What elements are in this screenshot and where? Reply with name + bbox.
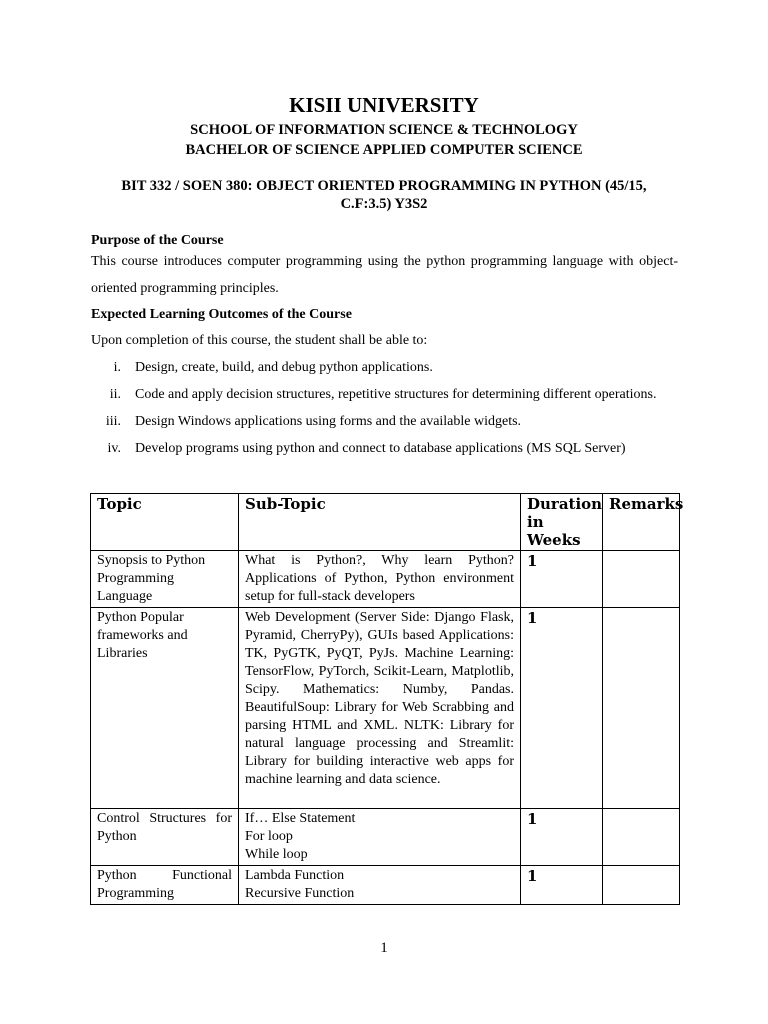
table-row <box>91 866 680 905</box>
list-item-text: Code and apply decision structures, repetitive structures for determining different operations. <box>135 387 657 402</box>
remarks-cell <box>603 551 680 608</box>
list-item-number: iii. <box>105 414 121 429</box>
page-number: 1 <box>380 940 388 956</box>
subtopic-line: For loop <box>245 829 293 844</box>
topic-cell: Control Structures for Python <box>91 809 239 866</box>
program-title: BACHELOR OF SCIENCE APPLIED COMPUTER SCIENCE <box>185 142 583 158</box>
list-item <box>91 354 678 381</box>
subtopic-line: Recursive Function <box>245 886 355 901</box>
course-title <box>0 177 768 213</box>
purpose-text: This course introduces computer programming using the python programming language with object-oriented programming principles. <box>91 254 678 296</box>
list-item-text: Develop programs using python and connect to database applications (MS SQL Server) <box>135 441 626 456</box>
list-item <box>91 408 678 435</box>
header-subtopic: Sub-Topic <box>239 494 521 551</box>
outcomes-intro: Upon completion of this course, the student shall be able to: <box>91 333 428 348</box>
topic-cell: Python Functional Programming <box>91 866 239 905</box>
course-title-line-1: BIT 332 / SOEN 380: OBJECT ORIENTED PROGRAMMING IN PYTHON (45/15, <box>121 178 647 194</box>
list-item <box>91 435 678 462</box>
topic-cell: Python Popular frameworks and Libraries <box>91 608 239 809</box>
school-title: SCHOOL OF INFORMATION SCIENCE & TECHNOLOGY <box>190 122 578 138</box>
subtopic-cell: What is Python?, Why learn Python? Applications of Python, Python environment setup for full-stack developers <box>239 551 521 608</box>
table-header-row <box>91 494 680 551</box>
list-item-number: iv. <box>107 441 121 456</box>
remarks-cell <box>603 809 680 866</box>
subtopic-cell <box>239 809 521 866</box>
header-topic: Topic <box>91 494 239 551</box>
duration-cell: 1 <box>521 551 603 608</box>
table-row <box>91 809 680 866</box>
topic-cell: Synopsis to Python Programming Language <box>91 551 239 608</box>
list-item <box>91 381 678 408</box>
subtopic-line: If… Else Statement <box>245 811 356 826</box>
table-row <box>91 551 680 608</box>
course-title-line-2: C.F:3.5) Y3S2 <box>340 196 428 212</box>
subtopic-cell: Web Development (Server Side: Django Flask, Pyramid, CherryPy), GUIs based Applications: TK, PyGTK, PyQT, PyJs. Machine Learning: TensorFlow, PyTorch, Scikit-Learn, Matplotlib, Scipy. Mathematics: Numby, Pandas. BeautifulSoup: Library for Web Scrabbing and parsing HTML and XML. NLTK: Library for natural language processing and Streamlit: Library for building interactive web apps for machine learning and data science. <box>239 608 521 809</box>
header-duration: Duration in Weeks <box>521 494 603 551</box>
remarks-cell <box>603 866 680 905</box>
outcomes-list <box>91 354 678 462</box>
list-item-number: ii. <box>109 387 121 402</box>
list-item-number: i. <box>113 360 121 375</box>
course-topics-table <box>90 493 684 905</box>
purpose-heading: Purpose of the Course <box>91 233 224 248</box>
subtopic-line: Lambda Function <box>245 868 345 883</box>
remarks-cell <box>603 608 680 809</box>
subtopic-line: While loop <box>245 847 308 862</box>
list-item-text: Design, create, build, and debug python applications. <box>135 360 433 375</box>
table-row <box>91 608 680 809</box>
duration-cell: 1 <box>521 866 603 905</box>
header-remarks: Remarks <box>603 494 680 551</box>
university-title: KISII UNIVERSITY <box>289 93 479 117</box>
duration-cell: 1 <box>521 809 603 866</box>
duration-cell: 1 <box>521 608 603 809</box>
list-item-text: Design Windows applications using forms and the available widgets. <box>135 414 522 429</box>
outcomes-heading: Expected Learning Outcomes of the Course <box>91 307 352 322</box>
subtopic-cell <box>239 866 521 905</box>
